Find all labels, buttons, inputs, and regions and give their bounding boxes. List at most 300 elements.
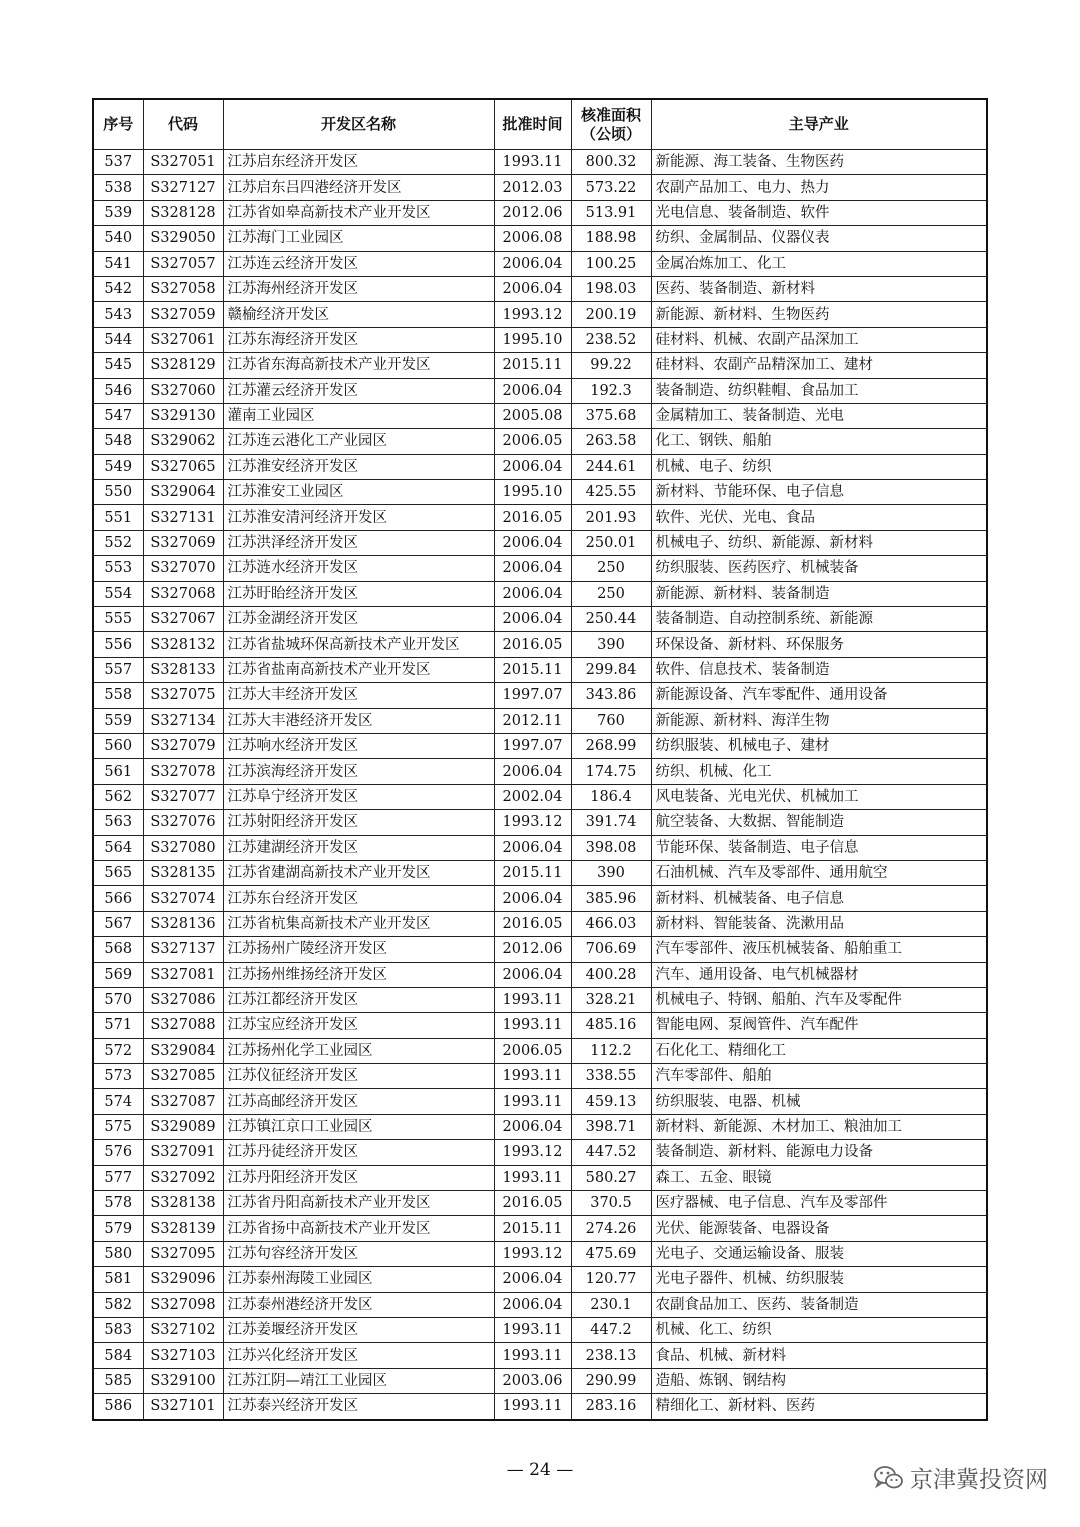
- cell-industry: 石化化工、精细化工: [651, 1038, 987, 1063]
- cell-code: S329089: [143, 1114, 223, 1139]
- cell-industry: 医疗器械、电子信息、汽车及零部件: [651, 1191, 987, 1216]
- cell-seq: 569: [93, 962, 143, 987]
- cell-name: 灌南工业园区: [223, 403, 494, 428]
- cell-area: 201.93: [571, 505, 651, 530]
- cell-date: 2006.04: [494, 276, 571, 301]
- cell-area: 250: [571, 556, 651, 581]
- cell-date: 2015.11: [494, 860, 571, 885]
- cell-area: 263.58: [571, 429, 651, 454]
- cell-area: 112.2: [571, 1038, 651, 1063]
- cell-code: S329062: [143, 429, 223, 454]
- cell-date: 2006.05: [494, 429, 571, 454]
- cell-name: 江苏姜堰经济开发区: [223, 1317, 494, 1342]
- table-row: [93, 505, 987, 530]
- cell-area: 188.98: [571, 226, 651, 251]
- cell-name: 江苏省东海高新技术产业开发区: [223, 353, 494, 378]
- table-row: [93, 556, 987, 581]
- cell-date: 2016.05: [494, 1191, 571, 1216]
- cell-industry: 光电信息、装备制造、软件: [651, 200, 987, 225]
- cell-area: 573.22: [571, 175, 651, 200]
- table-row: [93, 175, 987, 200]
- cell-name: 江苏灌云经济开发区: [223, 378, 494, 403]
- cell-seq: 577: [93, 1165, 143, 1190]
- cell-date: 2016.05: [494, 632, 571, 657]
- cell-name: 江苏涟水经济开发区: [223, 556, 494, 581]
- cell-date: 2006.04: [494, 251, 571, 276]
- cell-area: 200.19: [571, 302, 651, 327]
- cell-name: 江苏江阴—靖江工业园区: [223, 1368, 494, 1393]
- cell-industry: 新能源、新材料、生物医药: [651, 302, 987, 327]
- cell-industry: 机械、化工、纺织: [651, 1317, 987, 1342]
- cell-seq: 537: [93, 150, 143, 175]
- cell-area: 250.44: [571, 607, 651, 632]
- table-row: [93, 962, 987, 987]
- cell-name: 江苏东台经济开发区: [223, 886, 494, 911]
- cell-industry: 石油机械、汽车及零部件、通用航空: [651, 860, 987, 885]
- cell-industry: 装备制造、新材料、能源电力设备: [651, 1140, 987, 1165]
- cell-seq: 557: [93, 657, 143, 682]
- cell-area: 425.55: [571, 480, 651, 505]
- cell-seq: 573: [93, 1064, 143, 1089]
- cell-code: S329100: [143, 1368, 223, 1393]
- cell-code: S329084: [143, 1038, 223, 1063]
- cell-code: S327057: [143, 251, 223, 276]
- cell-code: S327058: [143, 276, 223, 301]
- cell-code: S328138: [143, 1191, 223, 1216]
- cell-seq: 585: [93, 1368, 143, 1393]
- cell-area: 390: [571, 860, 651, 885]
- cell-code: S327068: [143, 581, 223, 606]
- table-row: [93, 1013, 987, 1038]
- cell-area: 398.71: [571, 1114, 651, 1139]
- cell-industry: 机械电子、特钢、船舶、汽车及零配件: [651, 987, 987, 1012]
- cell-industry: 软件、信息技术、装备制造: [651, 657, 987, 682]
- cell-name: 江苏金湖经济开发区: [223, 607, 494, 632]
- cell-seq: 582: [93, 1292, 143, 1317]
- table-row: [93, 911, 987, 936]
- cell-area: 343.86: [571, 683, 651, 708]
- cell-seq: 540: [93, 226, 143, 251]
- cell-seq: 543: [93, 302, 143, 327]
- cell-seq: 551: [93, 505, 143, 530]
- cell-industry: 硅材料、机械、农副产品深加工: [651, 327, 987, 352]
- cell-name: 江苏省建湖高新技术产业开发区: [223, 860, 494, 885]
- cell-industry: 汽车零部件、液压机械装备、船舶重工: [651, 937, 987, 962]
- table-row: [93, 657, 987, 682]
- cell-seq: 580: [93, 1241, 143, 1266]
- cell-area: 174.75: [571, 759, 651, 784]
- cell-industry: 机械电子、纺织、新能源、新材料: [651, 530, 987, 555]
- cell-area: 400.28: [571, 962, 651, 987]
- cell-date: 1995.10: [494, 480, 571, 505]
- cell-area: 238.13: [571, 1343, 651, 1368]
- cell-seq: 575: [93, 1114, 143, 1139]
- header-seq: 序号: [93, 99, 143, 150]
- cell-seq: 567: [93, 911, 143, 936]
- cell-industry: 软件、光伏、光电、食品: [651, 505, 987, 530]
- cell-date: 1993.11: [494, 1013, 571, 1038]
- table-row: [93, 1292, 987, 1317]
- cell-code: S327131: [143, 505, 223, 530]
- cell-code: S327134: [143, 708, 223, 733]
- cell-code: S328132: [143, 632, 223, 657]
- table-row: [93, 403, 987, 428]
- table-row: [93, 1317, 987, 1342]
- table-row: [93, 1165, 987, 1190]
- cell-date: 2006.05: [494, 1038, 571, 1063]
- cell-date: 2006.04: [494, 1267, 571, 1292]
- cell-seq: 556: [93, 632, 143, 657]
- cell-code: S327086: [143, 987, 223, 1012]
- cell-area: 338.55: [571, 1064, 651, 1089]
- cell-date: 2002.04: [494, 784, 571, 809]
- cell-industry: 航空装备、大数据、智能制造: [651, 810, 987, 835]
- table-row: [93, 353, 987, 378]
- cell-name: 江苏启东吕四港经济开发区: [223, 175, 494, 200]
- table-row: [93, 683, 987, 708]
- cell-area: 100.25: [571, 251, 651, 276]
- cell-name: 江苏镇江京口工业园区: [223, 1114, 494, 1139]
- cell-area: 385.96: [571, 886, 651, 911]
- cell-seq: 570: [93, 987, 143, 1012]
- table-row: [93, 1343, 987, 1368]
- cell-name: 江苏高邮经济开发区: [223, 1089, 494, 1114]
- cell-date: 2006.04: [494, 556, 571, 581]
- page-number: — 24 —: [506, 1460, 574, 1480]
- cell-name: 江苏省盐南高新技术产业开发区: [223, 657, 494, 682]
- wechat-icon: [874, 1465, 904, 1491]
- cell-date: 2012.06: [494, 937, 571, 962]
- cell-area: 390: [571, 632, 651, 657]
- cell-seq: 574: [93, 1089, 143, 1114]
- cell-industry: 农副产品加工、电力、热力: [651, 175, 987, 200]
- cell-name: 江苏丹徒经济开发区: [223, 1140, 494, 1165]
- cell-name: 江苏大丰经济开发区: [223, 683, 494, 708]
- table-row: [93, 429, 987, 454]
- cell-name: 江苏滨海经济开发区: [223, 759, 494, 784]
- cell-name: 江苏大丰港经济开发区: [223, 708, 494, 733]
- cell-code: S328139: [143, 1216, 223, 1241]
- cell-seq: 568: [93, 937, 143, 962]
- header-area: [571, 99, 651, 150]
- cell-name: 江苏东海经济开发区: [223, 327, 494, 352]
- cell-date: 2003.06: [494, 1368, 571, 1393]
- table-row: [93, 1089, 987, 1114]
- table-row: [93, 810, 987, 835]
- cell-date: 2006.04: [494, 530, 571, 555]
- cell-seq: 542: [93, 276, 143, 301]
- cell-code: S327070: [143, 556, 223, 581]
- cell-code: S327095: [143, 1241, 223, 1266]
- cell-name: 江苏建湖经济开发区: [223, 835, 494, 860]
- cell-area: 192.3: [571, 378, 651, 403]
- cell-date: 2012.06: [494, 200, 571, 225]
- table-row: [93, 1038, 987, 1063]
- cell-industry: 造船、炼钢、钢结构: [651, 1368, 987, 1393]
- cell-code: S328133: [143, 657, 223, 682]
- cell-date: 2005.08: [494, 403, 571, 428]
- cell-industry: 纺织服装、机械电子、建材: [651, 733, 987, 758]
- table-row: [93, 454, 987, 479]
- cell-industry: 金属精加工、装备制造、光电: [651, 403, 987, 428]
- cell-area: 447.2: [571, 1317, 651, 1342]
- cell-industry: 光伏、能源装备、电器设备: [651, 1216, 987, 1241]
- cell-name: 江苏阜宁经济开发区: [223, 784, 494, 809]
- cell-seq: 549: [93, 454, 143, 479]
- cell-seq: 566: [93, 886, 143, 911]
- cell-seq: 539: [93, 200, 143, 225]
- cell-code: S327085: [143, 1064, 223, 1089]
- table-row: [93, 1394, 987, 1420]
- table-row: [93, 632, 987, 657]
- cell-code: S327078: [143, 759, 223, 784]
- cell-code: S327087: [143, 1089, 223, 1114]
- cell-area: 268.99: [571, 733, 651, 758]
- table-row: [93, 1064, 987, 1089]
- cell-seq: 547: [93, 403, 143, 428]
- cell-name: 江苏仪征经济开发区: [223, 1064, 494, 1089]
- cell-industry: 化工、钢铁、船舶: [651, 429, 987, 454]
- cell-date: 1993.11: [494, 150, 571, 175]
- cell-industry: 新材料、智能装备、洗漱用品: [651, 911, 987, 936]
- cell-seq: 555: [93, 607, 143, 632]
- cell-name: 江苏江都经济开发区: [223, 987, 494, 1012]
- cell-name: 江苏扬州化学工业园区: [223, 1038, 494, 1063]
- table-row: [93, 150, 987, 175]
- cell-industry: 新能源、海工装备、生物医药: [651, 150, 987, 175]
- cell-area: 198.03: [571, 276, 651, 301]
- table-row: [93, 378, 987, 403]
- cell-seq: 554: [93, 581, 143, 606]
- cell-industry: 食品、机械、新材料: [651, 1343, 987, 1368]
- cell-seq: 565: [93, 860, 143, 885]
- cell-seq: 578: [93, 1191, 143, 1216]
- cell-industry: 汽车零部件、船舶: [651, 1064, 987, 1089]
- cell-area: 120.77: [571, 1267, 651, 1292]
- table-row: [93, 886, 987, 911]
- cell-date: 1995.10: [494, 327, 571, 352]
- table-row: [93, 251, 987, 276]
- cell-area: 274.26: [571, 1216, 651, 1241]
- header-name: 开发区名称: [223, 99, 494, 150]
- cell-code: S327075: [143, 683, 223, 708]
- cell-area: 238.52: [571, 327, 651, 352]
- cell-date: 1993.11: [494, 1165, 571, 1190]
- cell-code: S329096: [143, 1267, 223, 1292]
- cell-seq: 560: [93, 733, 143, 758]
- cell-industry: 光电子器件、机械、纺织服装: [651, 1267, 987, 1292]
- cell-code: S327137: [143, 937, 223, 962]
- cell-industry: 森工、五金、眼镜: [651, 1165, 987, 1190]
- cell-code: S328135: [143, 860, 223, 885]
- cell-code: S327051: [143, 150, 223, 175]
- cell-area: 244.61: [571, 454, 651, 479]
- table-row: [93, 1191, 987, 1216]
- cell-name: 江苏兴化经济开发区: [223, 1343, 494, 1368]
- cell-area: 391.74: [571, 810, 651, 835]
- cell-name: 江苏丹阳经济开发区: [223, 1165, 494, 1190]
- cell-industry: 新能源设备、汽车零配件、通用设备: [651, 683, 987, 708]
- cell-industry: 农副食品加工、医药、装备制造: [651, 1292, 987, 1317]
- cell-name: 江苏省丹阳高新技术产业开发区: [223, 1191, 494, 1216]
- cell-date: 2012.11: [494, 708, 571, 733]
- table-row: [93, 784, 987, 809]
- cell-date: 1993.12: [494, 810, 571, 835]
- table-body: [93, 150, 987, 1420]
- cell-code: S327074: [143, 886, 223, 911]
- cell-code: S328128: [143, 200, 223, 225]
- table-row: [93, 607, 987, 632]
- cell-area: 459.13: [571, 1089, 651, 1114]
- cell-name: 江苏海门工业园区: [223, 226, 494, 251]
- cell-date: 1993.12: [494, 1140, 571, 1165]
- cell-name: 江苏海州经济开发区: [223, 276, 494, 301]
- watermark-text: 京津冀投资网: [910, 1467, 1048, 1493]
- cell-name: 江苏扬州广陵经济开发区: [223, 937, 494, 962]
- cell-industry: 纺织、金属制品、仪器仪表: [651, 226, 987, 251]
- cell-name: 江苏扬州维扬经济开发区: [223, 962, 494, 987]
- cell-name: 江苏连云港化工产业园区: [223, 429, 494, 454]
- cell-date: 2006.04: [494, 607, 571, 632]
- cell-date: 2006.04: [494, 581, 571, 606]
- table-row: [93, 937, 987, 962]
- cell-seq: 579: [93, 1216, 143, 1241]
- development-zone-table: [92, 98, 988, 1421]
- cell-code: S327091: [143, 1140, 223, 1165]
- cell-date: 1993.11: [494, 1343, 571, 1368]
- cell-seq: 558: [93, 683, 143, 708]
- cell-name: 江苏淮安清河经济开发区: [223, 505, 494, 530]
- cell-industry: 智能电网、泵阀管件、汽车配件: [651, 1013, 987, 1038]
- cell-name: 江苏启东经济开发区: [223, 150, 494, 175]
- cell-seq: 545: [93, 353, 143, 378]
- cell-seq: 584: [93, 1343, 143, 1368]
- cell-industry: 新材料、节能环保、电子信息: [651, 480, 987, 505]
- cell-code: S329130: [143, 403, 223, 428]
- cell-code: S327079: [143, 733, 223, 758]
- cell-date: 2015.11: [494, 657, 571, 682]
- cell-code: S327102: [143, 1317, 223, 1342]
- cell-date: 2006.04: [494, 1292, 571, 1317]
- cell-code: S328136: [143, 911, 223, 936]
- table-row: [93, 1368, 987, 1393]
- cell-industry: 机械、电子、纺织: [651, 454, 987, 479]
- cell-date: 1997.07: [494, 733, 571, 758]
- cell-name: 江苏淮安工业园区: [223, 480, 494, 505]
- cell-name: 江苏洪泽经济开发区: [223, 530, 494, 555]
- cell-code: S329050: [143, 226, 223, 251]
- cell-area: 800.32: [571, 150, 651, 175]
- cell-area: 466.03: [571, 911, 651, 936]
- cell-industry: 新能源、新材料、海洋生物: [651, 708, 987, 733]
- cell-code: S327060: [143, 378, 223, 403]
- cell-date: 1993.11: [494, 1089, 571, 1114]
- cell-name: 赣榆经济开发区: [223, 302, 494, 327]
- cell-area: 485.16: [571, 1013, 651, 1038]
- cell-seq: 583: [93, 1317, 143, 1342]
- cell-industry: 环保设备、新材料、环保服务: [651, 632, 987, 657]
- cell-date: 1993.11: [494, 1317, 571, 1342]
- table-row: [93, 1216, 987, 1241]
- table-row: [93, 860, 987, 885]
- table-row: [93, 987, 987, 1012]
- cell-industry: 风电装备、光电光伏、机械加工: [651, 784, 987, 809]
- table-row: [93, 1114, 987, 1139]
- cell-code: S327061: [143, 327, 223, 352]
- cell-area: 283.16: [571, 1394, 651, 1420]
- cell-seq: 564: [93, 835, 143, 860]
- cell-area: 513.91: [571, 200, 651, 225]
- cell-area: 475.69: [571, 1241, 651, 1266]
- cell-name: 江苏省扬中高新技术产业开发区: [223, 1216, 494, 1241]
- cell-code: S327098: [143, 1292, 223, 1317]
- header-industry: 主导产业: [651, 99, 987, 150]
- cell-date: 2006.04: [494, 759, 571, 784]
- table-row: [93, 530, 987, 555]
- cell-seq: 572: [93, 1038, 143, 1063]
- cell-code: S327067: [143, 607, 223, 632]
- cell-industry: 装备制造、纺织鞋帽、食品加工: [651, 378, 987, 403]
- cell-area: 580.27: [571, 1165, 651, 1190]
- cell-name: 江苏句容经济开发区: [223, 1241, 494, 1266]
- table-row: [93, 480, 987, 505]
- table-row: [93, 1241, 987, 1266]
- cell-code: S327088: [143, 1013, 223, 1038]
- cell-industry: 光电子、交通运输设备、服装: [651, 1241, 987, 1266]
- cell-code: S327076: [143, 810, 223, 835]
- cell-area: 375.68: [571, 403, 651, 428]
- cell-area: 706.69: [571, 937, 651, 962]
- cell-code: S328129: [143, 353, 223, 378]
- cell-date: 1993.12: [494, 302, 571, 327]
- table-row: [93, 226, 987, 251]
- cell-name: 江苏连云经济开发区: [223, 251, 494, 276]
- cell-name: 江苏射阳经济开发区: [223, 810, 494, 835]
- cell-date: 1993.12: [494, 1241, 571, 1266]
- cell-code: S327069: [143, 530, 223, 555]
- cell-industry: 金属冶炼加工、化工: [651, 251, 987, 276]
- cell-seq: 559: [93, 708, 143, 733]
- cell-date: 2016.05: [494, 911, 571, 936]
- header-area-line1: 核准面积: [580, 105, 641, 124]
- cell-industry: 纺织服装、医药医疗、机械装备: [651, 556, 987, 581]
- table-row: [93, 835, 987, 860]
- cell-code: S327101: [143, 1394, 223, 1420]
- cell-area: 398.08: [571, 835, 651, 860]
- cell-area: 447.52: [571, 1140, 651, 1165]
- table-row: [93, 733, 987, 758]
- header-row: [93, 99, 987, 150]
- table-row: [93, 581, 987, 606]
- cell-name: 江苏泰兴经济开发区: [223, 1394, 494, 1420]
- cell-seq: 563: [93, 810, 143, 835]
- cell-seq: 548: [93, 429, 143, 454]
- cell-area: 250: [571, 581, 651, 606]
- cell-date: 2006.04: [494, 886, 571, 911]
- cell-seq: 538: [93, 175, 143, 200]
- cell-area: 186.4: [571, 784, 651, 809]
- cell-industry: 装备制造、自动控制系统、新能源: [651, 607, 987, 632]
- header-code: 代码: [143, 99, 223, 150]
- cell-code: S327092: [143, 1165, 223, 1190]
- cell-industry: 新材料、机械装备、电子信息: [651, 886, 987, 911]
- cell-name: 江苏省盐城环保高新技术产业开发区: [223, 632, 494, 657]
- cell-date: 2015.11: [494, 353, 571, 378]
- header-area-line2: （公顷）: [580, 124, 641, 143]
- cell-industry: 医药、装备制造、新材料: [651, 276, 987, 301]
- cell-seq: 581: [93, 1267, 143, 1292]
- cell-date: 2006.04: [494, 962, 571, 987]
